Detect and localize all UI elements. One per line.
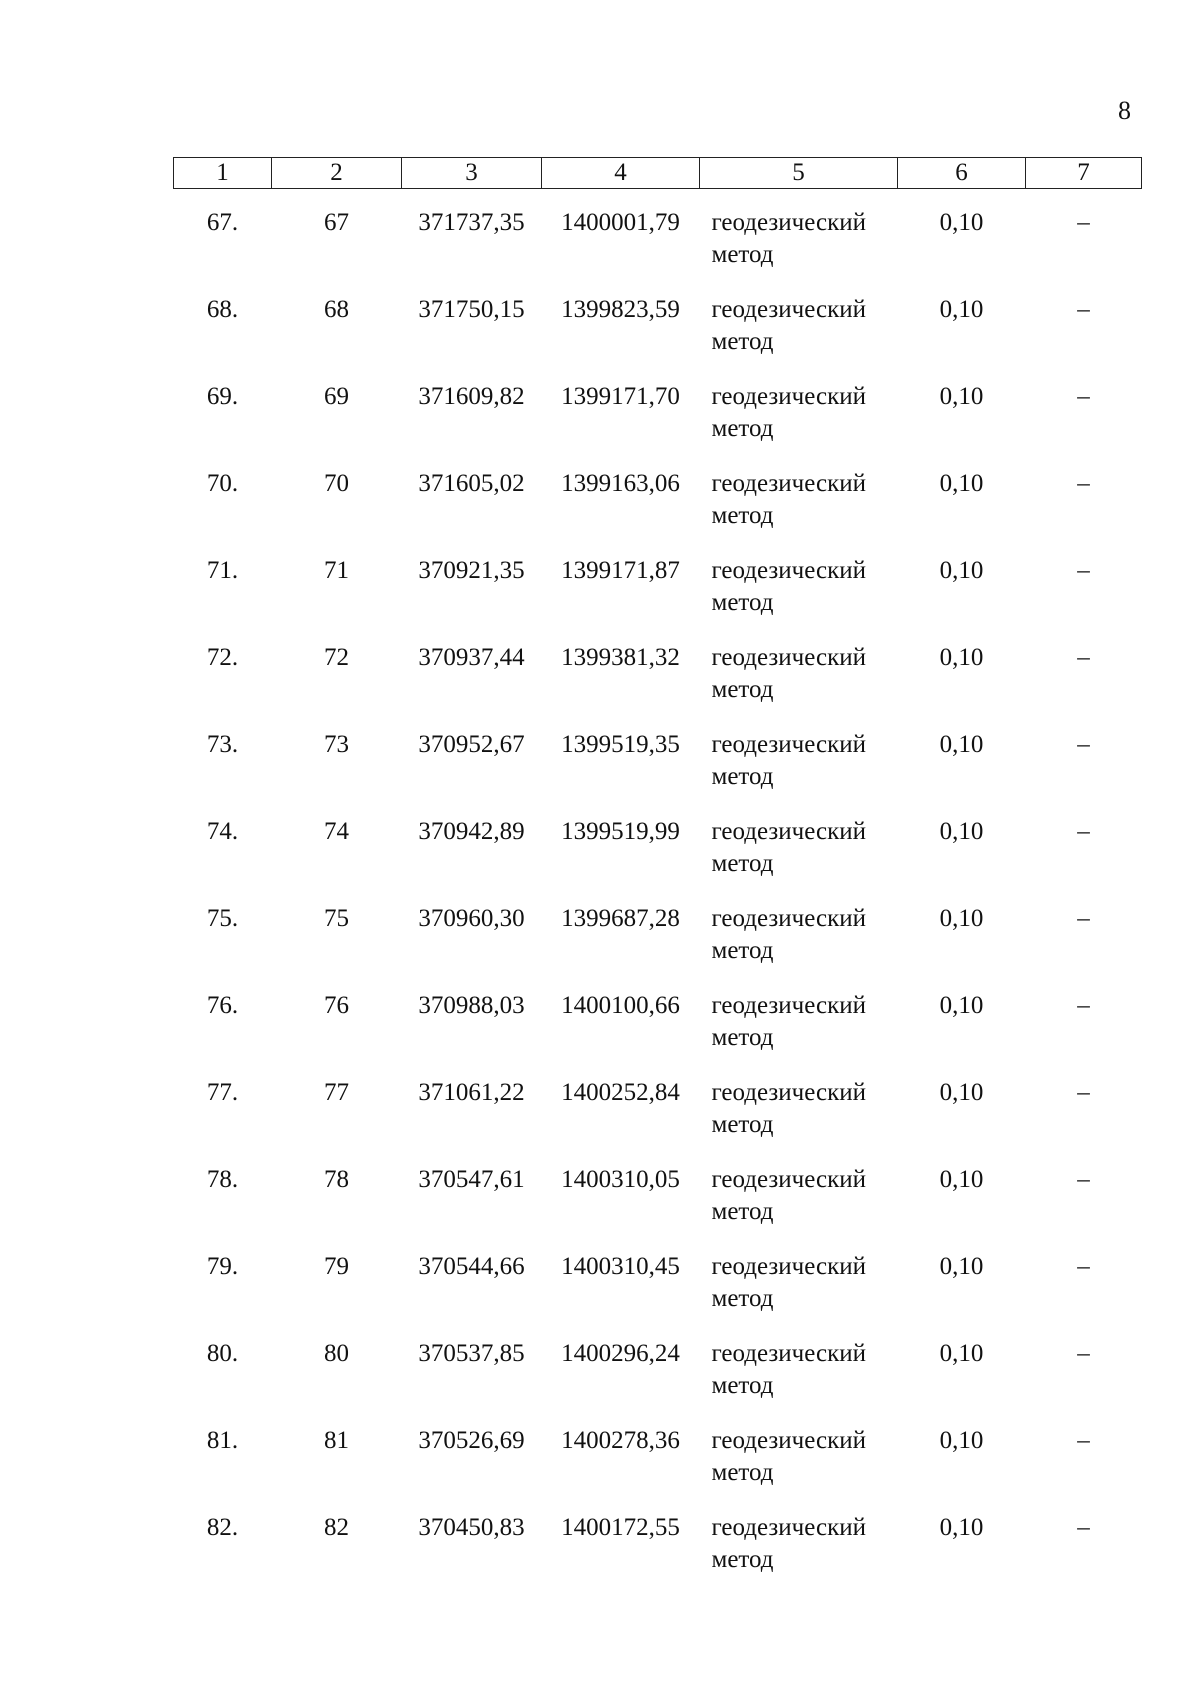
note-value: – [1077,818,1090,845]
point-number: 72 [324,644,349,671]
coordinate-x: 370988,03 [418,992,525,1019]
method-cell [700,189,898,295]
coordinate-x: 371061,22 [418,1079,525,1106]
method-cell [700,642,898,729]
method-cell [700,990,898,1077]
method-line: метод [711,850,774,877]
method-cell [700,555,898,642]
column-header: 4 [542,158,700,189]
table-row [174,1077,1142,1164]
accuracy-value: 0,10 [939,1253,984,1280]
column-header: 6 [898,158,1026,189]
point-number: 75 [324,905,349,932]
note-value: – [1077,644,1090,671]
row-number: 79. [206,1253,239,1280]
point-number: 70 [324,470,349,497]
row-number: 67. [206,209,239,236]
method-line: геодезический [711,905,866,932]
coordinate-y: 1399171,70 [561,383,680,410]
table-row [174,189,1142,295]
method-cell [700,729,898,816]
accuracy-value: 0,10 [939,905,984,932]
point-number: 80 [324,1340,349,1367]
method-line: метод [711,763,774,790]
method-cell [700,1512,898,1599]
method-line: геодезический [711,1166,866,1193]
table-row [174,1338,1142,1425]
note-value: – [1077,1079,1090,1106]
method-line: метод [711,415,774,442]
point-number: 68 [324,296,349,323]
method-line: метод [711,1285,774,1312]
method-line: геодезический [711,1079,866,1106]
accuracy-value: 0,10 [939,1340,984,1367]
table-row [174,816,1142,903]
row-number: 75. [206,905,239,932]
method-line: метод [711,1459,774,1486]
method-cell [700,1164,898,1251]
coordinate-y: 1399381,32 [561,644,680,671]
table-row [174,468,1142,555]
method-cell [700,1077,898,1164]
method-line: геодезический [711,731,866,758]
point-number: 81 [324,1427,349,1454]
note-value: – [1077,209,1090,236]
coordinate-y: 1399687,28 [561,905,680,932]
table-body [174,189,1142,1600]
note-value: – [1077,557,1090,584]
accuracy-value: 0,10 [939,731,984,758]
method-line: метод [711,937,774,964]
table-header [174,158,1142,189]
note-value: – [1077,1514,1090,1541]
method-line: метод [711,502,774,529]
accuracy-value: 0,10 [939,1166,984,1193]
method-line: геодезический [711,470,866,497]
accuracy-value: 0,10 [939,470,984,497]
table-row [174,1425,1142,1512]
method-line: геодезический [711,296,866,323]
method-line: геодезический [711,209,866,236]
note-value: – [1077,383,1090,410]
coordinate-x: 370952,67 [418,731,525,758]
coordinate-y: 1400001,79 [561,209,680,236]
table-row [174,642,1142,729]
point-number: 67 [324,209,349,236]
method-line: метод [711,1546,774,1573]
row-number: 68. [206,296,239,323]
point-number: 78 [324,1166,349,1193]
method-cell [700,1251,898,1338]
table-row [174,990,1142,1077]
note-value: – [1077,1166,1090,1193]
table-row [174,555,1142,642]
coordinate-y: 1399163,06 [561,470,680,497]
coordinate-x: 371737,35 [418,209,525,236]
point-number: 74 [324,818,349,845]
point-number: 69 [324,383,349,410]
accuracy-value: 0,10 [939,209,984,236]
coordinate-x: 370537,85 [418,1340,525,1367]
column-header: 3 [402,158,542,189]
note-value: – [1077,992,1090,1019]
accuracy-value: 0,10 [939,1079,984,1106]
method-line: метод [711,328,774,355]
accuracy-value: 0,10 [939,644,984,671]
row-number: 76. [206,992,239,1019]
note-value: – [1077,1253,1090,1280]
method-line: метод [711,1024,774,1051]
note-value: – [1077,470,1090,497]
method-line: метод [711,1372,774,1399]
table-row [174,1164,1142,1251]
table-header-row [174,158,1142,189]
coordinate-x: 370547,61 [418,1166,525,1193]
coordinate-x: 370526,69 [418,1427,525,1454]
note-value: – [1077,905,1090,932]
coordinate-x: 370921,35 [418,557,525,584]
table-row [174,1512,1142,1599]
method-line: геодезический [711,1514,866,1541]
row-number: 77. [206,1079,239,1106]
coordinate-x: 371605,02 [418,470,525,497]
table-row [174,294,1142,381]
row-number: 78. [206,1166,239,1193]
method-line: геодезический [711,644,866,671]
point-number: 73 [324,731,349,758]
method-cell [700,903,898,990]
accuracy-value: 0,10 [939,383,984,410]
method-line: метод [711,241,774,268]
method-cell [700,294,898,381]
method-line: геодезический [711,1253,866,1280]
coordinate-y: 1400310,05 [561,1166,680,1193]
method-cell [700,1338,898,1425]
coordinate-y: 1399519,99 [561,818,680,845]
column-header: 1 [174,158,272,189]
coordinate-y: 1400172,55 [561,1514,680,1541]
method-line: геодезический [711,992,866,1019]
coordinate-x: 371750,15 [418,296,525,323]
method-line: метод [711,1198,774,1225]
coordinate-x: 371609,82 [418,383,525,410]
accuracy-value: 0,10 [939,296,984,323]
note-value: – [1077,296,1090,323]
table-row [174,729,1142,816]
row-number: 74. [206,818,239,845]
row-number: 72. [206,644,239,671]
page-number: 8 [1118,96,1131,125]
method-cell [700,468,898,555]
column-header: 2 [272,158,402,189]
accuracy-value: 0,10 [939,818,984,845]
method-line: геодезический [711,818,866,845]
point-number: 76 [324,992,349,1019]
coordinate-y: 1400100,66 [561,992,680,1019]
coordinate-y: 1400278,36 [561,1427,680,1454]
coordinate-y: 1400252,84 [561,1079,680,1106]
coordinate-y: 1399823,59 [561,296,680,323]
row-number: 71. [206,557,239,584]
note-value: – [1077,731,1090,758]
accuracy-value: 0,10 [939,557,984,584]
row-number: 80. [206,1340,239,1367]
method-line: метод [711,676,774,703]
method-line: геодезический [711,383,866,410]
accuracy-value: 0,10 [939,1514,984,1541]
column-header: 5 [700,158,898,189]
row-number: 73. [206,731,239,758]
point-number: 77 [324,1079,349,1106]
accuracy-value: 0,10 [939,1427,984,1454]
point-number: 71 [324,557,349,584]
table-row [174,1251,1142,1338]
row-number: 82. [206,1514,239,1541]
coordinates-table [173,157,1142,1599]
coordinate-x: 370450,83 [418,1514,525,1541]
note-value: – [1077,1427,1090,1454]
method-line: метод [711,1111,774,1138]
table-row [174,381,1142,468]
point-number: 82 [324,1514,349,1541]
note-value: – [1077,1340,1090,1367]
coordinate-x: 370544,66 [418,1253,525,1280]
coordinate-x: 370942,89 [418,818,525,845]
method-line: геодезический [711,1340,866,1367]
coordinate-x: 370937,44 [418,644,525,671]
coordinate-y: 1400296,24 [561,1340,680,1367]
row-number: 81. [206,1427,239,1454]
coordinate-y: 1399519,35 [561,731,680,758]
method-line: геодезический [711,557,866,584]
row-number: 70. [206,470,239,497]
method-cell [700,381,898,468]
accuracy-value: 0,10 [939,992,984,1019]
table-row [174,903,1142,990]
method-line: геодезический [711,1427,866,1454]
coordinate-y: 1399171,87 [561,557,680,584]
coordinate-x: 370960,30 [418,905,525,932]
column-header: 7 [1026,158,1142,189]
method-cell [700,816,898,903]
method-line: метод [711,589,774,616]
coordinate-y: 1400310,45 [561,1253,680,1280]
row-number: 69. [206,383,239,410]
point-number: 79 [324,1253,349,1280]
method-cell [700,1425,898,1512]
